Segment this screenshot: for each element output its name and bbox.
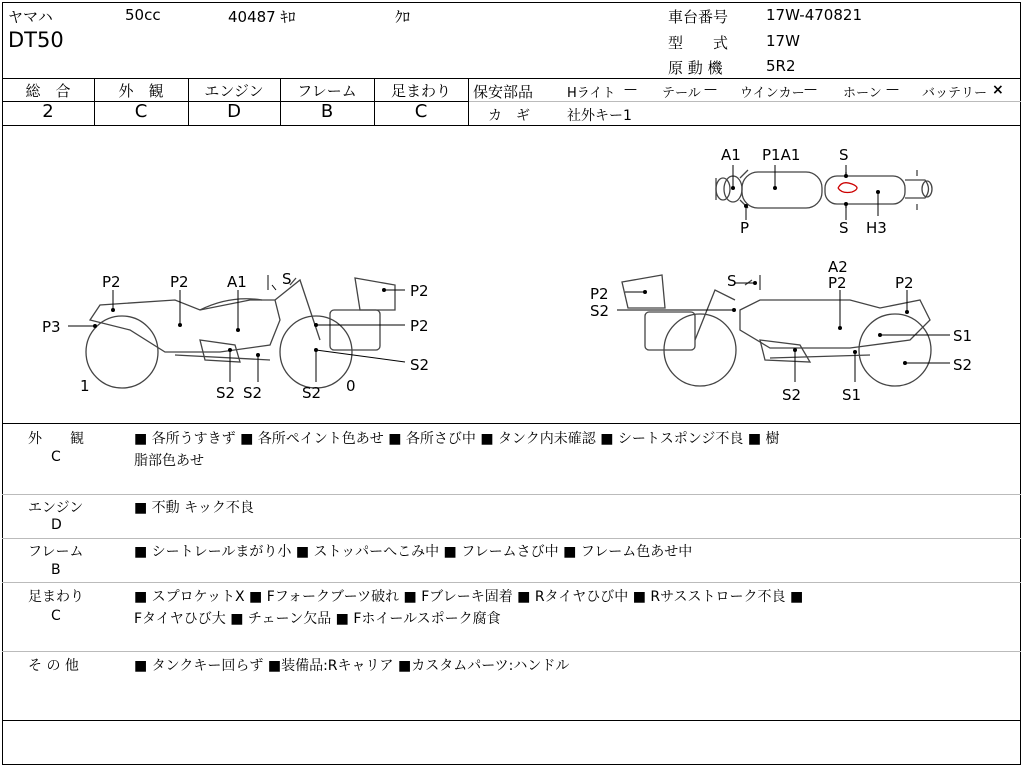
label-h3: H3 bbox=[866, 219, 887, 237]
label-s2: S2 bbox=[782, 386, 802, 404]
label-s2: S2 bbox=[302, 384, 322, 402]
remark-suspension-line: ■ スプロケットX ■ Fフォークブーツ破れ ■ Fブレーキ固着 ■ Rタイヤひび中 ■ Rサスストローク不良 ■ bbox=[134, 589, 804, 605]
exterior-grade: C bbox=[134, 101, 148, 122]
divider bbox=[2, 651, 1021, 652]
label-p2: P2 bbox=[410, 317, 429, 335]
label-1: 1 bbox=[80, 377, 90, 395]
label-p: P bbox=[740, 219, 750, 237]
engine-grade-label: エンジン bbox=[204, 82, 264, 100]
remark-exterior-grade: C bbox=[51, 449, 61, 465]
frame-number: 17W-470821 bbox=[766, 6, 862, 24]
label-p1a1: P1A1 bbox=[762, 146, 801, 164]
remark-other-label: そ の 他 bbox=[28, 658, 79, 674]
remark-frame-line: ■ シートレールまがり小 ■ ストッパーへこみ中 ■ フレームさび中 ■ フレーム色あせ中 bbox=[134, 544, 693, 560]
label-p2: P2 bbox=[895, 274, 914, 292]
winker-status: — bbox=[804, 82, 817, 97]
remark-frame-grade: B bbox=[51, 562, 61, 578]
frame-grade: B bbox=[320, 101, 334, 122]
suspension-grade-label: 足まわり bbox=[390, 82, 451, 100]
remark-engine-line: ■ 不動 キック不良 bbox=[134, 500, 254, 516]
left-side-bike bbox=[86, 275, 395, 388]
engine-grade: D bbox=[227, 101, 241, 122]
safety-label: 保安部品 bbox=[473, 83, 534, 101]
label-s: S bbox=[282, 270, 292, 288]
label-p3: P3 bbox=[42, 318, 61, 336]
label-p2: P2 bbox=[410, 282, 429, 300]
top-view-bike bbox=[716, 170, 932, 210]
divider bbox=[2, 720, 1021, 721]
overall-label: 総 合 bbox=[25, 82, 71, 100]
model-name: DT50 bbox=[8, 28, 64, 52]
remark-exterior-line: 脂部色あせ bbox=[134, 453, 204, 469]
label-s: S bbox=[727, 272, 737, 290]
tail-status: — bbox=[704, 82, 717, 97]
winker-label: ウインカー bbox=[740, 86, 805, 101]
point-markers bbox=[93, 174, 909, 365]
remark-suspension-grade: C bbox=[51, 608, 61, 624]
frame-grade-label: フレーム bbox=[297, 82, 357, 100]
label-s: S bbox=[839, 146, 849, 164]
label-s2: S2 bbox=[410, 356, 430, 374]
engine-code: 5R2 bbox=[766, 57, 796, 75]
label-s2: S2 bbox=[590, 302, 610, 320]
tail-label: テール bbox=[662, 86, 701, 101]
label-s2: S2 bbox=[953, 356, 973, 374]
model-type: 17W bbox=[766, 32, 800, 50]
label-p2: P2 bbox=[170, 273, 189, 291]
suspension-grade: C bbox=[414, 101, 428, 122]
divider bbox=[468, 78, 469, 125]
key-label: カ ギ bbox=[488, 108, 530, 124]
label-s: S bbox=[839, 219, 849, 237]
battery-label: バッテリー bbox=[922, 86, 988, 101]
motorcycle-damage-diagram bbox=[0, 126, 1024, 423]
remark-frame-label: フレーム bbox=[28, 544, 84, 560]
model-type-label: 型 式 bbox=[668, 34, 729, 52]
label-p2: P2 bbox=[102, 273, 121, 291]
divider bbox=[468, 101, 1021, 102]
label-0: 0 bbox=[346, 377, 356, 395]
divider bbox=[2, 538, 1021, 539]
engine-label: 原 動 機 bbox=[668, 59, 723, 77]
divider bbox=[2, 582, 1021, 583]
key-value: 社外キー1 bbox=[567, 108, 632, 124]
frame-number-label: 車台番号 bbox=[668, 8, 729, 26]
remark-exterior-line: ■ 各所うすきず ■ 各所ペイント色あせ ■ 各所さび中 ■ タンク内未確認 ■ シートスポンジ不良 ■ 樹 bbox=[134, 431, 780, 447]
leader-lines bbox=[68, 165, 950, 382]
label-a1: A1 bbox=[227, 273, 247, 291]
remark-engine-grade: D bbox=[51, 517, 62, 533]
remark-other-line: ■ タンクキー回らず ■装備品:Rキャリア ■カスタムパーツ:ハンドル bbox=[134, 658, 570, 674]
label-s1: S1 bbox=[842, 386, 862, 404]
maker: ヤマハ bbox=[8, 8, 53, 26]
label-a1: A1 bbox=[721, 146, 741, 164]
remark-exterior-label: 外 観 bbox=[28, 431, 84, 447]
horn-status: — bbox=[886, 82, 899, 97]
right-side-bike bbox=[622, 275, 931, 386]
label-s2: S2 bbox=[216, 384, 236, 402]
remark-suspension-label: 足まわり bbox=[28, 589, 84, 605]
horn-label: ホーン bbox=[843, 86, 882, 101]
label-p2: P2 bbox=[590, 285, 609, 303]
headlight-label: Hライト bbox=[567, 86, 616, 101]
color: ｸﾛ bbox=[395, 8, 411, 26]
headlight-status: — bbox=[624, 82, 637, 97]
remark-suspension-line: Fタイヤひび大 ■ チェーン欠品 ■ Fホイールスポーク腐食 bbox=[134, 611, 501, 627]
label-a2: A2 bbox=[828, 258, 848, 276]
mileage: 40487 ｷﾛ bbox=[228, 8, 296, 26]
divider bbox=[2, 78, 1021, 79]
label-p2: P2 bbox=[828, 274, 847, 292]
divider bbox=[2, 494, 1021, 495]
overall-grade: 2 bbox=[42, 101, 54, 122]
remark-engine-label: エンジン bbox=[28, 500, 84, 516]
battery-status: × bbox=[992, 82, 1004, 98]
divider bbox=[2, 423, 1021, 424]
label-s2: S2 bbox=[243, 384, 263, 402]
displacement: 50cc bbox=[125, 6, 161, 24]
exterior-label: 外 観 bbox=[118, 82, 164, 100]
label-s1: S1 bbox=[953, 327, 973, 345]
